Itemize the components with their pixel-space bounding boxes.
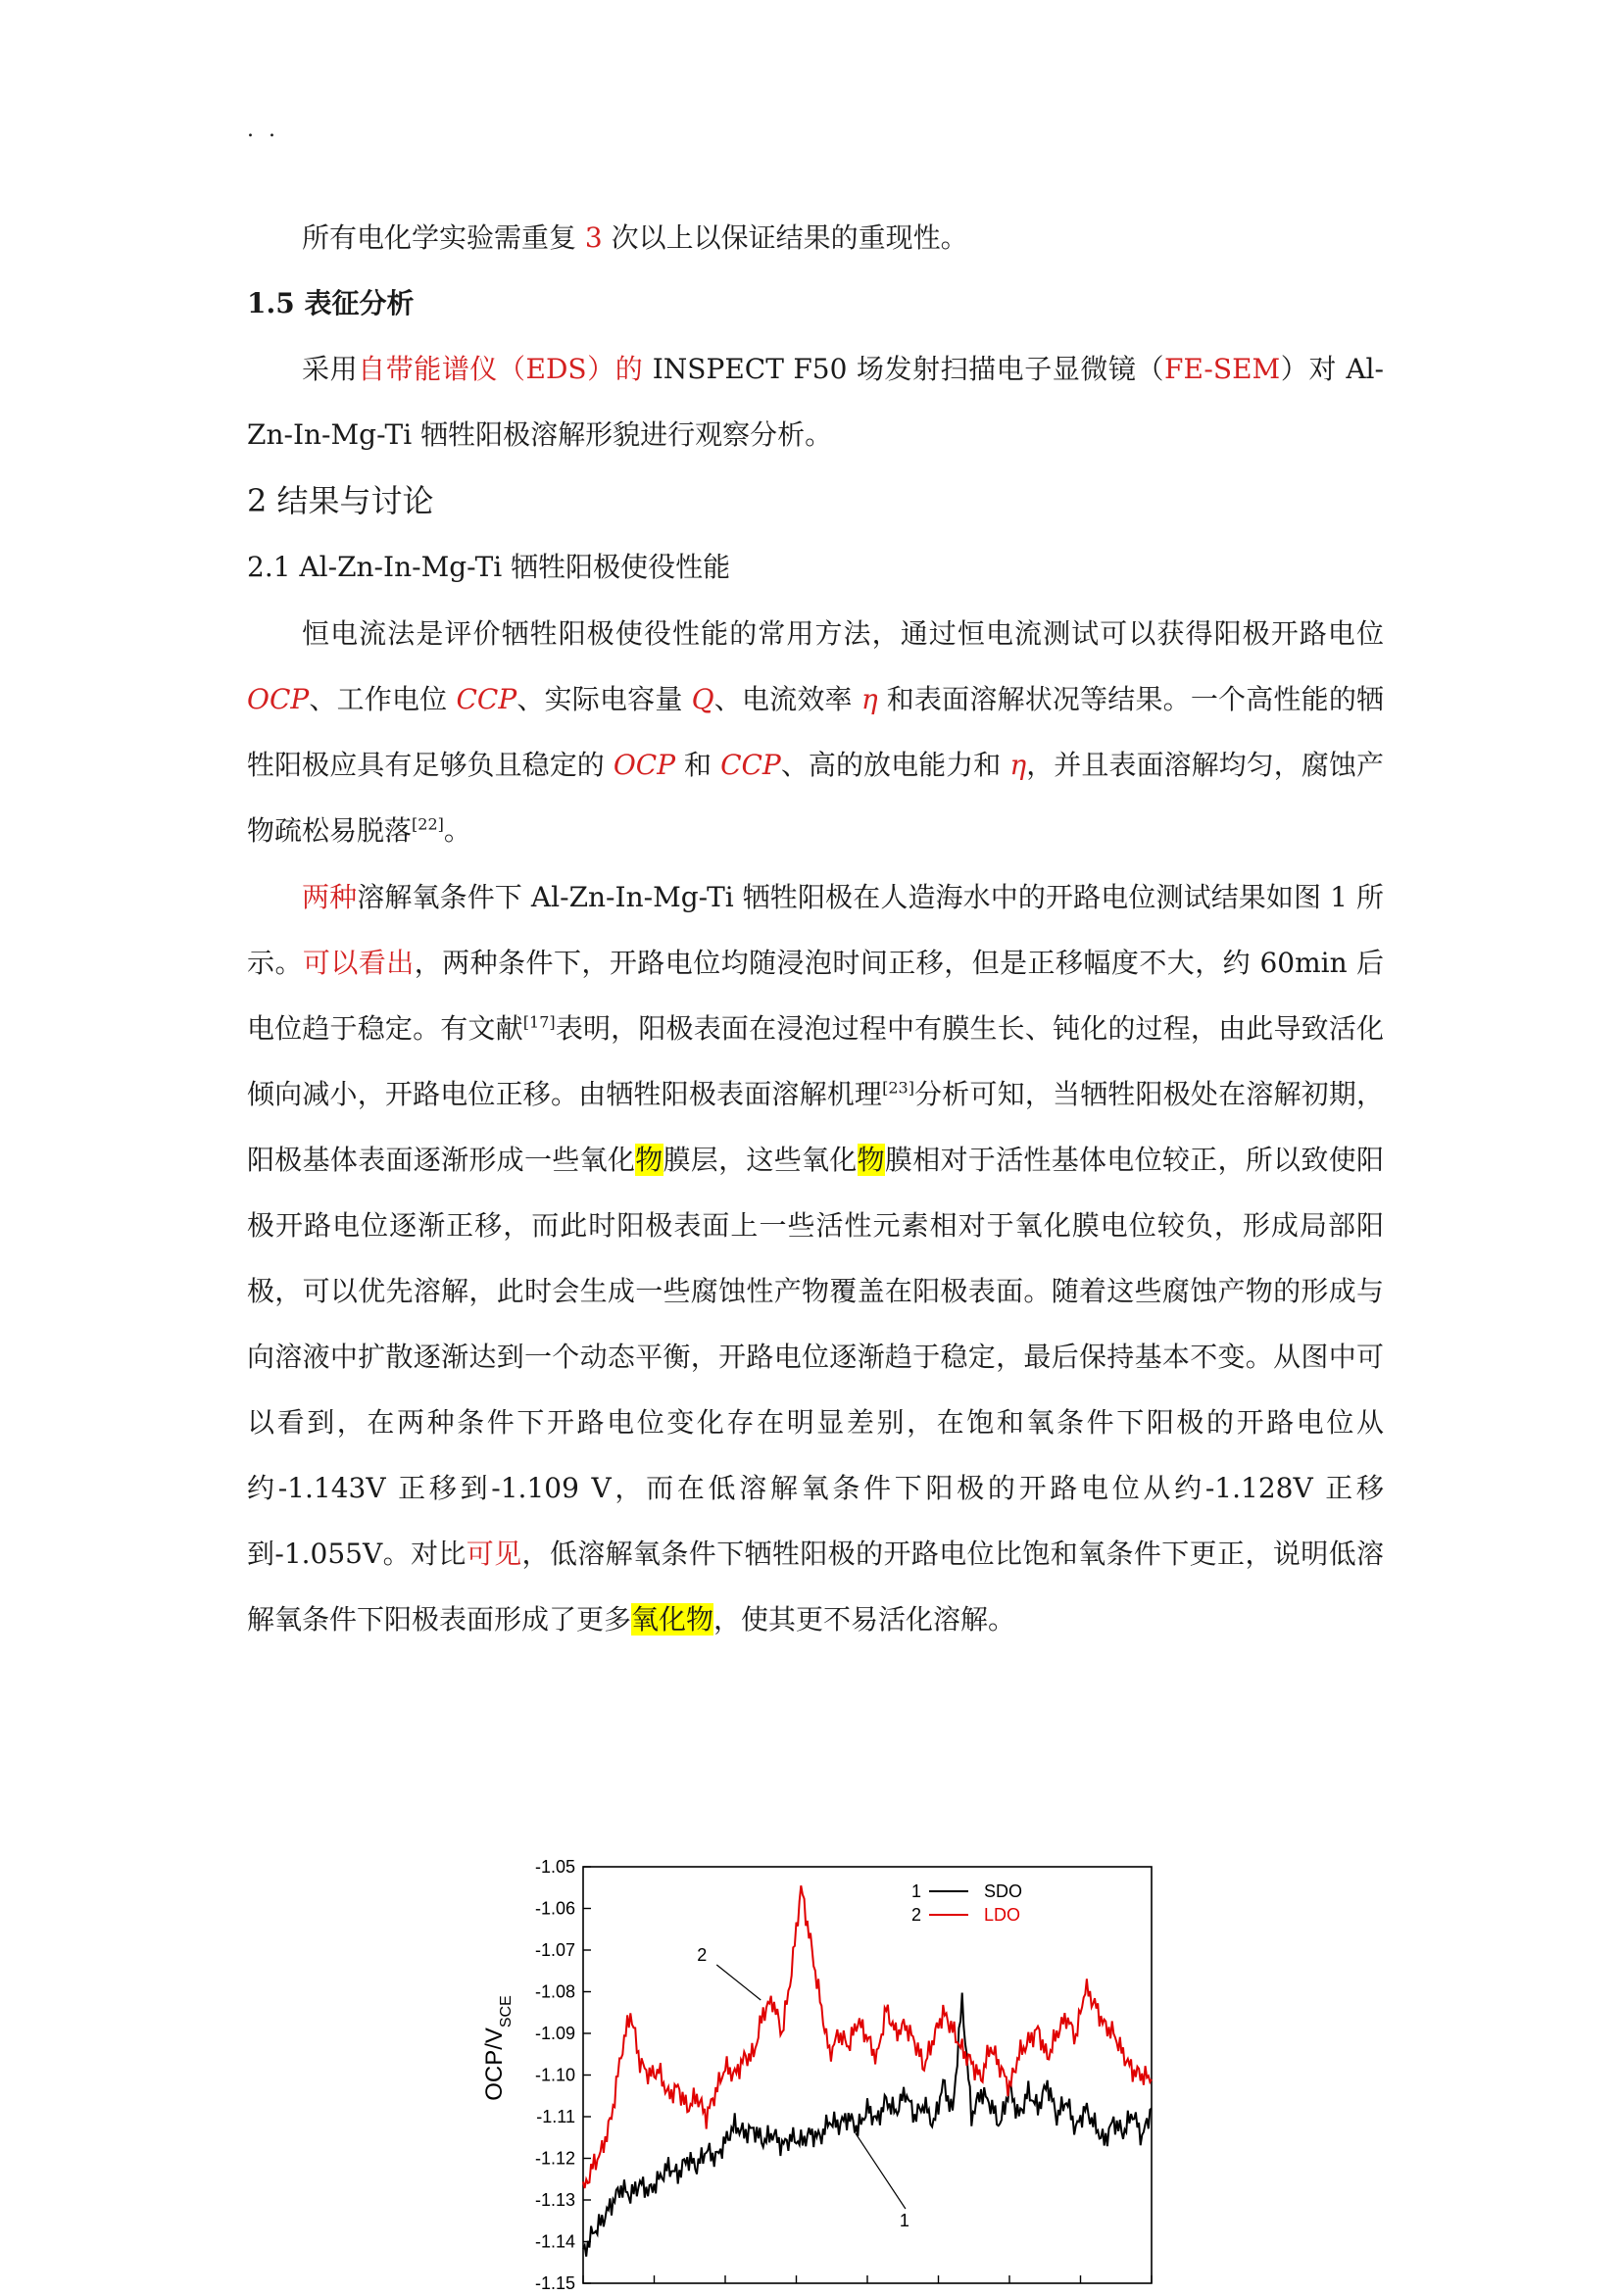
y-tick-label: -1.12 — [534, 2148, 575, 2169]
series-group — [583, 1885, 1152, 2257]
y-tick-label: -1.14 — [534, 2231, 575, 2252]
y-tick-label: -1.10 — [534, 2065, 575, 2085]
section-heading-1-5: 1.5 表征分析 — [247, 287, 415, 319]
y-axis-ticks — [535, 1857, 1152, 2292]
section-heading-2: 2 结果与讨论 — [247, 482, 434, 519]
paragraph-results: 两种溶解氧条件下 Al-Zn-In-Mg-Ti 牺牲阳极在人造海水中的开路电位测试结果如图 1 所示。可以看出，两种条件下，开路电位均随浸泡时间正移，但是正移幅度不大，约 60min 后电位趋于稳定。有文献[17]表明，阳极表面在浸泡过程中有膜生长、钝化的过程，由此导致活化倾向减小，开路电位正移。由牺牲阳极表面溶解机理[23]分析可知，当牺牲阳极处在溶解初期，阳极基体表面逐渐形成一些氧化物膜层，这些氧化物膜相对于活性基体电位较正，所以致使阳极开路电位逐渐正移，而此时阳极表面上一些活性元素相对于氧化膜电位较负，形成局部阳极，可以优先溶解，此时会生成一些腐蚀性产物覆盖在阳极表面。随着这些腐蚀产物的形成与向溶液中扩散逐渐达到一个动态平衡，开路电位逐渐趋于稳定，最后保持基本不变。从图中可以看到，在两种条件下开路电位变化存在明显差别，在饱和氧条件下阳极的开路电位从约-1.143V 正移到-1.109 V，而在低溶解氧条件下阳极的开路电位从约-1.128V 正移到-1.055V。对比可见，低溶解氧条件下牺牲阳极的开路电位比饱和氧条件下更正，说明低溶解氧条件下阳极表面形成了更多氧化物，使其更不易活化溶解。 — [247, 881, 1384, 1636]
y-tick-label: -1.11 — [536, 2107, 575, 2126]
ocp-chart — [470, 1852, 1176, 2292]
legend-label: SDO — [984, 1881, 1023, 1901]
header-dots: . . — [247, 118, 279, 142]
y-tick-label: -1.13 — [534, 2190, 575, 2210]
legend-number: 2 — [910, 1905, 921, 1925]
y-axis-label: OCP/$V_{SCE}$ — [481, 1995, 515, 2101]
annotation-arrow — [856, 2133, 906, 2209]
legend-label: LDO — [984, 1905, 1021, 1925]
y-tick-label: -1.09 — [534, 2024, 575, 2043]
y-tick-label: -1.05 — [534, 1857, 575, 1877]
legend — [911, 1881, 1022, 1925]
series-line-sdo — [583, 1993, 1152, 2257]
annotation-group — [697, 1945, 909, 2230]
paragraph-eds: 采用自带能谱仪（EDS）的 INSPECT F50 场发射扫描电子显微镜（FE-SEM）对 Al-Zn-In-Mg-Ti 牺牲阳极溶解形貌进行观察分析。 — [247, 353, 1384, 451]
paragraph-method: 恒电流法是评价牺牲阳极使役性能的常用方法，通过恒电流测试可以获得阳极开路电位OCP、工作电位 CCP、实际电容量 Q、电流效率 η 和表面溶解状况等结果。一个高性能的牺牲阳极应具有足够负且稳定的 OCP 和 CCP、高的放电能力和 η，并且表面溶解均匀，腐蚀产物疏松易脱落[22]。 — [247, 617, 1385, 847]
annotation-label: 2 — [697, 1945, 708, 1965]
y-tick-label: -1.06 — [534, 1898, 575, 1919]
series-line-ldo — [583, 1885, 1152, 2188]
y-tick-label: -1.07 — [534, 1940, 575, 1960]
section-heading-2-1: 2.1 Al-Zn-In-Mg-Ti 牺牲阳极使役性能 — [247, 551, 731, 583]
y-tick-label: -1.08 — [534, 1981, 575, 2002]
y-tick-label: -1.15 — [534, 2273, 575, 2292]
annotation-arrow — [716, 1965, 761, 2000]
annotation-label: 1 — [899, 2211, 909, 2230]
paragraph-repeat: 所有电化学实验需重复 3 次以上以保证结果的重现性。 — [302, 221, 968, 254]
plot-frame — [583, 1867, 1152, 2283]
ocp-figure — [470, 1852, 1176, 2292]
legend-number: 1 — [910, 1881, 921, 1901]
